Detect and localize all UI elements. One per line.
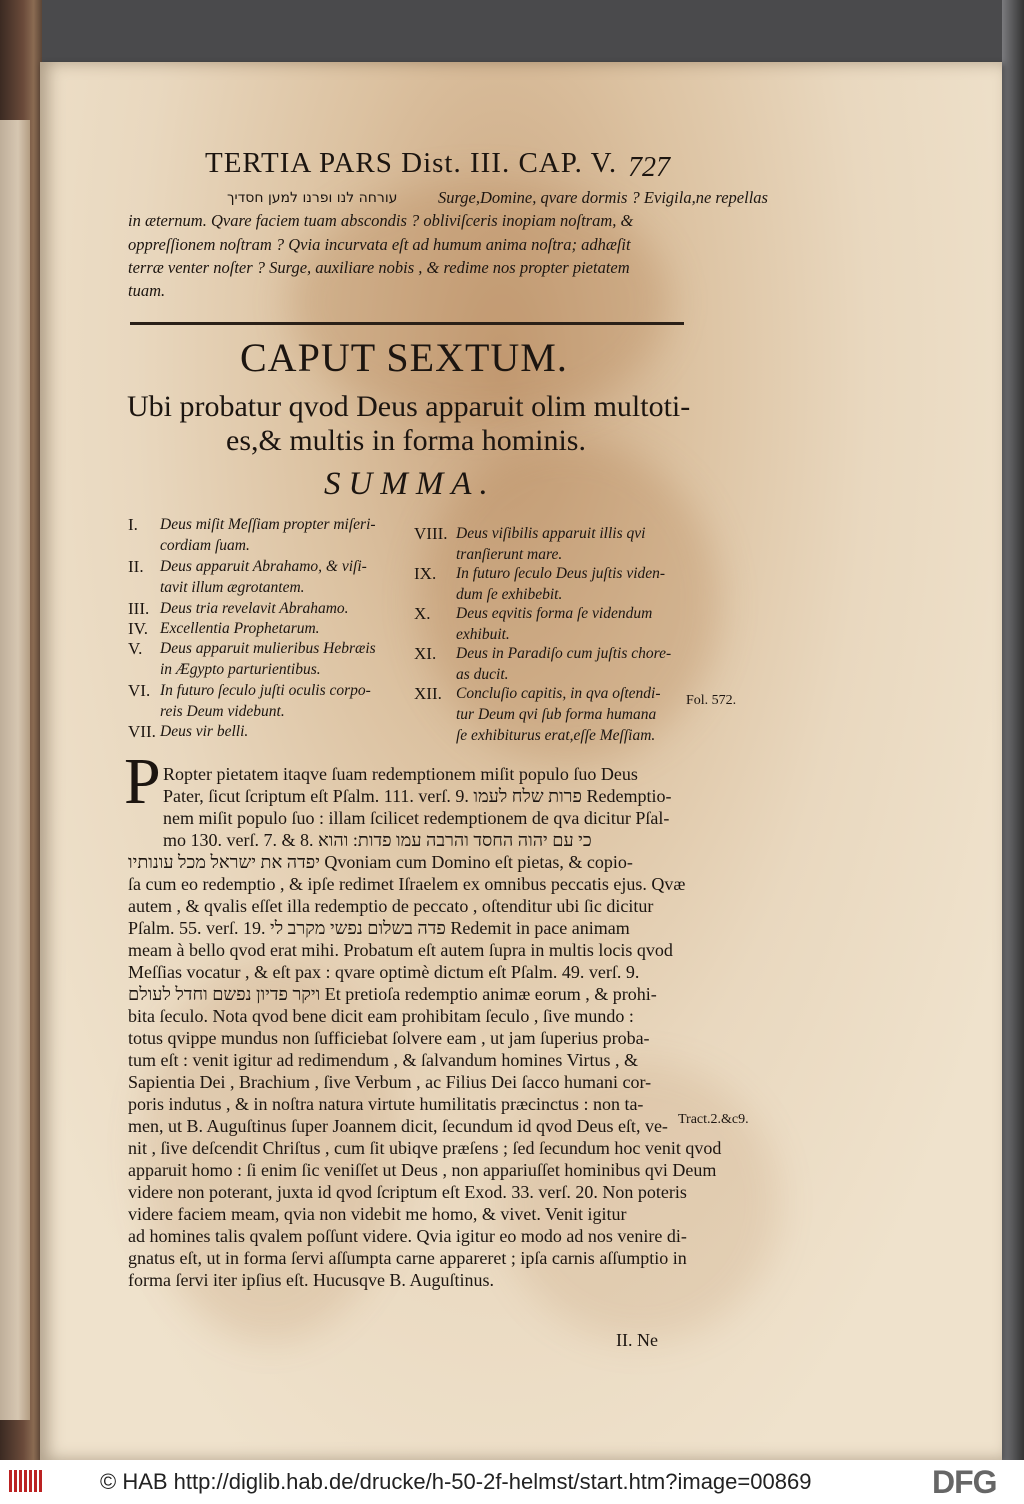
body-line: ad homines talis qvalem poſſunt videre. Qvia igitur eo modo ad nos venire di- <box>128 1226 687 1246</box>
body-line: Sapientia Dei , Brachium , ſive Verbum , ac Filius Dei ſacco humani cor- <box>128 1072 652 1092</box>
body-line: videre non poterant, juxta id qvod ſcriptum eſt Exod. 33. verſ. 20. Non poteris <box>128 1182 687 1202</box>
summa-number: IX. <box>414 564 437 583</box>
summa-item: Deus eqvitis forma ſe videndum <box>456 605 653 622</box>
library-logo-icon <box>8 1466 46 1496</box>
summa-number: XII. <box>414 684 442 703</box>
previous-page-edge <box>0 120 30 1420</box>
summa-item: Deus miſit Meſſiam propter miſeri- <box>160 516 376 533</box>
margin-note: Fol. 572. <box>686 693 737 708</box>
body-line: tum eſt : venit igitur ad redimendum , & ſalvandum homines Virtus , & <box>128 1050 639 1070</box>
summa-item: in Ægypto parturientibus. <box>160 661 321 678</box>
body-line: meam à bello qvod erat mihi. Probatum eſt autem ſupra in multis locis qvod <box>128 940 673 960</box>
summa-number: X. <box>414 604 431 623</box>
summa-item: Concluſio capitis, in qva oſtendi- <box>456 685 661 702</box>
drop-cap: P <box>124 745 161 818</box>
summa-item: reis Deum videbunt. <box>160 703 285 720</box>
summa-number: VIII. <box>414 524 448 543</box>
summa-number: II. <box>128 557 144 576</box>
summa-item: tranſierunt mare. <box>456 546 563 563</box>
passage-line: tuam. <box>128 281 166 300</box>
summa-number: VII. <box>128 722 156 741</box>
chapter-subtitle: es,& multis in forma hominis. <box>226 424 586 457</box>
body-line: autem , & qvalis eſſet illa redemptio de peccato , oſtenditur ubi ſic dicitur <box>128 896 654 916</box>
body-line: Meſſias vocatur , & eſt pax : qvare optimè dictum eſt Pſalm. 49. verſ. 9. <box>128 962 640 982</box>
chapter-subtitle: Ubi probatur qvod Deus apparuit olim multoti- <box>127 390 691 423</box>
summa-item: Deus apparuit Abrahamo, & viſi- <box>160 558 367 575</box>
summa-item: Deus tria revelavit Abrahamo. <box>160 600 349 617</box>
book-binding <box>0 0 42 1460</box>
summa-item: tur Deum qvi ſub forma humana <box>456 706 657 723</box>
summa-item: Deus viſibilis apparuit illis qvi <box>456 525 646 542</box>
body-line: ſa cum eo redemptio , & ipſe redimet Iſraelem ex omnibus peccatis ejus. Qvæ <box>128 874 686 894</box>
body-line: nit , ſive deſcendit Chriſtus , cum ſit ubiqve præſens ; ſed ſecundum hoc venit qvod <box>128 1138 722 1158</box>
summa-item: exhibuit. <box>456 626 510 643</box>
body-line: Pſalm. 55. verſ. 19. פדה בשלום נפשי מקרב לי Redemit in pace animam <box>128 918 630 938</box>
body-line: Pater, ſicut ſcriptum eſt Pſalm. 111. verſ. 9. פרות שלח לעמו Redemptio- <box>163 786 672 806</box>
summa-item: In futuro ſeculo juſti oculis corpo- <box>160 682 371 699</box>
body-line: apparuit homo : ſi enim ſic veniſſet ut Deus , non appariuſſet hominibus qvi Deum <box>128 1160 717 1180</box>
margin-note: Tract.2.&c9. <box>678 1112 749 1127</box>
chapter-title: CAPUT SEXTUM. <box>240 335 568 380</box>
body-line: mo 130. verſ. 7. & 8. כי עם יהוה החסד והרבה עמו פדות: והוא <box>163 830 592 850</box>
passage-line: oppreſſionem noſtram ? Qvia incurvata eſt ad humum anima noſtra; adhæſit <box>128 235 631 254</box>
summa-number: I. <box>128 515 138 534</box>
running-title: TERTIA PARS Dist. III. CAP. V. <box>205 147 618 179</box>
summa-item: Deus apparuit mulieribus Hebræis <box>160 640 376 657</box>
hebrew-text: עורחה לנו ופרנו למען חסדיך <box>227 190 398 206</box>
catchword: II. Ne <box>616 1330 658 1350</box>
body-line: bita ſeculo. Nota qvod bene dicit eam prohibitam ſeculo , ſive mundo : <box>128 1006 634 1026</box>
summa-item: Deus in Paradiſo cum juſtis chore- <box>456 645 672 662</box>
summa-number: V. <box>128 639 143 658</box>
passage-line: Surge,Domine, qvare dormis ? Evigila,ne repellas <box>438 188 768 207</box>
summa-item: Deus vir belli. <box>160 723 249 740</box>
section-divider <box>130 322 684 325</box>
summa-item: as ducit. <box>456 666 509 683</box>
summa-heading: SUMMA. <box>324 466 496 502</box>
page-number: 727 <box>628 152 670 183</box>
body-line: totus qvippe mundus non ſufficiebat ſolvere eam , ut jam ſuperius proba- <box>128 1028 650 1048</box>
summa-number: III. <box>128 599 150 618</box>
summa-item: cordiam ſuam. <box>160 537 250 554</box>
summa-number: IV. <box>128 619 148 638</box>
summa-item: dum ſe exhibebit. <box>456 586 563 603</box>
body-line: ויקר פדיון נפשם וחדל לעולם Et pretioſa redemptio animæ eorum , & prohi- <box>128 984 657 1004</box>
right-background <box>1002 0 1024 1460</box>
body-line: יפדה את ישראל מכל עונותיו Qvoniam cum Domino eſt pietas, & copio- <box>128 852 633 872</box>
body-line: videre faciem meam, qvia non videbit me homo, & vivet. Venit igitur <box>128 1204 627 1224</box>
citation-link[interactable]: © HAB http://diglib.hab.de/drucke/h-50-2f-helmst/start.htm?image=00869 <box>100 1469 812 1494</box>
body-line: men, ut B. Auguſtinus ſuper Joannem dicit, ſecundum id qvod Deus eſt, ve- <box>128 1116 668 1136</box>
passage-line: in æternum. Qvare faciem tuam abscondis ? obliviſceris inopiam noſtram, & <box>128 211 634 230</box>
summa-number: VI. <box>128 681 151 700</box>
summa-item: ſe exhibiturus erat,eſſe Meſſiam. <box>456 727 656 744</box>
summa-item: Excellentia Prophetarum. <box>160 620 320 637</box>
body-line: gnatus eſt, ut in forma ſervi aſſumpta carne appareret ; ipſa carnis aſſumptio in <box>128 1248 687 1268</box>
summa-number: XI. <box>414 644 437 663</box>
body-line: forma ſervi iter ipſius eſt. Hucusqve B. Auguſtinus. <box>128 1270 494 1290</box>
body-line: nem miſit populo ſuo : illam ſcilicet redemptionem de qva dicitur Pſal- <box>163 808 670 828</box>
summa-item: In futuro ſeculo Deus juſtis viden- <box>456 565 666 582</box>
summa-item: tavit illum ægrotantem. <box>160 579 305 596</box>
passage-line: terræ venter noſter ? Surge, auxiliare nobis , & redime nos propter pietatem <box>128 258 630 277</box>
dfg-logo: DFG <box>932 1464 997 1500</box>
body-line: poris indutus , & in noſtra natura virtute humilitatis præcinctus : non ta- <box>128 1094 644 1114</box>
body-line: Ropter pietatem itaqve ſuam redemptionem miſit populo ſuo Deus <box>163 764 638 784</box>
